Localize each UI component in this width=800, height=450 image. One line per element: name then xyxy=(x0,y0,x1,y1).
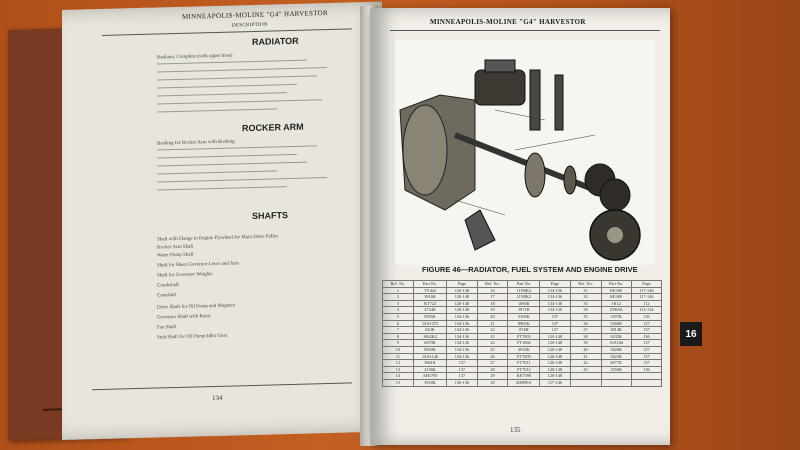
table-cell: 4 xyxy=(383,307,414,314)
table-cell: 4136K xyxy=(413,366,446,373)
table-cell: 1K12 xyxy=(601,300,631,307)
table-cell: 19 xyxy=(477,307,508,314)
text-line xyxy=(157,154,297,159)
header-cell: Ref. No. xyxy=(477,281,508,288)
table-cell xyxy=(601,379,631,386)
table-cell: 5390K xyxy=(508,313,540,320)
header-cell: Page xyxy=(540,281,570,288)
table-cell: 27 xyxy=(477,360,508,367)
table-cell: 3357K xyxy=(601,313,631,320)
table-cell: 1SA166 xyxy=(601,340,631,347)
table-cell: 35 xyxy=(570,313,601,320)
text-line xyxy=(157,170,277,174)
pulley-hub xyxy=(607,227,623,243)
table-cell: 134-136 xyxy=(540,300,570,307)
text-line xyxy=(157,67,327,72)
table-body xyxy=(383,287,662,386)
table-cell: 134-136 xyxy=(540,287,570,294)
table-cell: 137 xyxy=(447,366,477,373)
figure-caption: FIGURE 46—RADIATOR, FUEL SYSTEM AND ENGINE DRIVE xyxy=(422,265,638,274)
table-header-row xyxy=(383,281,662,288)
table-row xyxy=(383,287,662,294)
line-6: Shaft for Sheet Governor Lever and Arm xyxy=(157,261,239,269)
table-cell: 134-136 xyxy=(447,340,477,347)
table-cell: 6077K xyxy=(601,360,631,367)
table-cell: 42 xyxy=(570,360,601,367)
table-cell: 137 xyxy=(447,373,477,380)
line-8: Crankshaft xyxy=(157,282,179,289)
table-cell: 3861K xyxy=(413,360,446,367)
exhaust-pipe xyxy=(555,75,563,130)
table-cell: 134-136 xyxy=(447,320,477,327)
text-line xyxy=(157,145,317,150)
table-cell: 43 xyxy=(570,366,601,373)
table-cell: 117-146 xyxy=(540,379,570,386)
table-cell: 38 xyxy=(570,333,601,340)
table-cell: 8965K xyxy=(508,320,540,327)
table-cell: 134-136 xyxy=(447,353,477,360)
table-cell: 30 xyxy=(477,379,508,386)
table-cell: 120-148 xyxy=(540,353,570,360)
text-line xyxy=(157,186,287,190)
pulley-small xyxy=(525,153,545,197)
table-cell: 33 xyxy=(570,300,601,307)
table-cell: 8 xyxy=(383,333,414,340)
table-cell: 9 xyxy=(383,340,414,347)
text-line xyxy=(157,75,317,80)
line-10: Drive Shaft for Oil Pump and Magneto xyxy=(157,303,236,311)
table-cell: 22 xyxy=(477,327,508,334)
section-tab: 16 xyxy=(680,322,702,346)
table-cell: 14 xyxy=(383,373,414,380)
text-line xyxy=(157,108,277,112)
section-rocker-arm: ROCKER ARM xyxy=(242,121,304,134)
table-row xyxy=(383,320,662,327)
table-cell: 112-124 xyxy=(631,307,661,314)
table-cell: 120-148 xyxy=(447,300,477,307)
text-line xyxy=(157,177,327,182)
table-cell: 137 xyxy=(631,360,661,367)
header-rule xyxy=(390,30,660,31)
table-row xyxy=(383,360,662,367)
header-cell: Ref. No. xyxy=(570,281,601,288)
table-row xyxy=(383,327,662,334)
table-cell: 137 xyxy=(540,327,570,334)
table-cell: 120-148 xyxy=(540,340,570,347)
table-cell: 32 xyxy=(570,294,601,301)
engine-drive-illustration xyxy=(395,40,655,265)
table-cell: 1 xyxy=(383,287,414,294)
table-cell: 3360K xyxy=(601,320,631,327)
table-cell: 874H xyxy=(508,327,540,334)
line-1: Radiator, Complete (with upper hose) xyxy=(157,53,233,61)
table-cell: 120-148 xyxy=(540,366,570,373)
line-7: Shaft for Governor Weights xyxy=(157,272,213,279)
table-cell: 1SA1146 xyxy=(413,353,446,360)
table-row xyxy=(383,333,662,340)
table-row xyxy=(383,300,662,307)
table-cell xyxy=(570,379,601,386)
table-cell: KE7590 xyxy=(508,373,540,380)
table-cell: 11N8K2 xyxy=(508,294,540,301)
header-cell: Part No. xyxy=(508,281,540,288)
table-cell: 9935K xyxy=(413,313,446,320)
table-row xyxy=(383,353,662,360)
table-cell: 117-146 xyxy=(631,287,661,294)
table-cell: 1SA1372 xyxy=(413,320,446,327)
table-cell: 2TK8A xyxy=(601,307,631,314)
table-cell: 23 xyxy=(477,333,508,340)
table-cell: 137 xyxy=(540,320,570,327)
table-cell: 120-148 xyxy=(447,307,477,314)
table-cell: 3823K xyxy=(601,353,631,360)
table-cell: 6 xyxy=(383,320,414,327)
table-cell: 137 xyxy=(631,327,661,334)
table-cell: TY442 xyxy=(413,287,446,294)
table-cell: 15 xyxy=(383,379,414,386)
text-line xyxy=(157,99,322,104)
table-cell: FT7011 xyxy=(508,360,540,367)
line-4: Rocker Arm Shaft xyxy=(157,244,194,251)
table-cell xyxy=(631,373,661,380)
table-cell: 117-146 xyxy=(631,294,661,301)
header-cell: Ref. No. xyxy=(383,281,414,288)
table-cell: 134-136 xyxy=(540,294,570,301)
table-cell: 120-148 xyxy=(540,373,570,380)
fan-shroud xyxy=(403,105,447,195)
table-cell: KE899A xyxy=(508,379,540,386)
table-cell: 37 xyxy=(570,327,601,334)
line-12: Fan Shaft xyxy=(157,325,177,331)
table-row xyxy=(383,366,662,373)
text-line xyxy=(157,84,297,89)
table-cell: 9235K xyxy=(601,333,631,340)
header-cell: Part No. xyxy=(413,281,446,288)
table-cell: 1066K xyxy=(508,300,540,307)
table-cell: 120-148 xyxy=(540,346,570,353)
table-row xyxy=(383,313,662,320)
table-cell xyxy=(631,379,661,386)
table-cell: FT1666 xyxy=(508,340,540,347)
description-column-header: DESCRIPTION xyxy=(232,22,268,29)
fuel-tank xyxy=(475,70,525,105)
table-cell: 137 xyxy=(631,346,661,353)
bottom-rule xyxy=(92,382,352,390)
table-cell: 40 xyxy=(570,346,601,353)
table-cell: 120-148 xyxy=(540,360,570,367)
table-cell: AH1795 xyxy=(413,373,446,380)
table-cell: 134-136 xyxy=(447,346,477,353)
line-9: Camshaft xyxy=(157,293,177,299)
table-cell: 24 xyxy=(477,340,508,347)
table-row xyxy=(383,373,662,380)
table-cell: 2 xyxy=(383,294,414,301)
table-cell: 16 xyxy=(477,287,508,294)
table-cell: 34 xyxy=(570,307,601,314)
line-5: Water Pump Shaft xyxy=(157,252,194,259)
table-cell: 136 xyxy=(631,333,661,340)
table-row xyxy=(383,294,662,301)
table-cell: 120-148 xyxy=(540,333,570,340)
table-cell: 3862K2 xyxy=(413,333,446,340)
table-cell: 4734K xyxy=(413,307,446,314)
line-2: Bushing for Rocker Arm with Bushing xyxy=(157,139,235,147)
text-line xyxy=(157,162,307,167)
table-cell: 13 xyxy=(383,366,414,373)
table-cell: 3935K xyxy=(508,346,540,353)
table-cell: 134-136 xyxy=(447,313,477,320)
table-cell: 137 xyxy=(631,353,661,360)
text-line xyxy=(157,60,307,65)
table-cell: 7 xyxy=(383,327,414,334)
header-cell: Page xyxy=(631,281,661,288)
table-cell: 137 xyxy=(447,360,477,367)
table-cell: 11N6K2 xyxy=(508,287,540,294)
parts-table xyxy=(382,280,662,387)
table-cell: 29 xyxy=(477,373,508,380)
table-cell: FT7009 xyxy=(508,353,540,360)
table-cell: 136 xyxy=(631,366,661,373)
table-cell: 3814K xyxy=(601,327,631,334)
header-cell: Part No. xyxy=(601,281,631,288)
table-cell: 3356K xyxy=(601,366,631,373)
table-cell: FT7003 xyxy=(508,333,540,340)
table-cell: 120-148 xyxy=(447,294,477,301)
left-page-number: 134 xyxy=(212,393,223,403)
table-cell: KE400 xyxy=(601,294,631,301)
line-3: Shaft with Flange in Engine Flywheel for Main Drive Pulley xyxy=(157,234,279,243)
table-cell: 39 xyxy=(570,340,601,347)
table-cell: 10 xyxy=(383,346,414,353)
table-cell: 3918K xyxy=(413,379,446,386)
table-cell: 41 xyxy=(570,353,601,360)
table-cell: 11 xyxy=(383,353,414,360)
table-cell: 17 xyxy=(477,294,508,301)
left-page-header: MINNEAPOLIS-MOLINE "G4" HARVESTOR xyxy=(182,9,328,21)
line-11: Governor Shaft with Rotor xyxy=(157,314,211,321)
header-cell: Page xyxy=(447,281,477,288)
section-radiator: RADIATOR xyxy=(252,35,299,48)
section-shafts: SHAFTS xyxy=(252,210,288,222)
table-row xyxy=(383,379,662,386)
line-13: Stub Shaft for Oil Pump Idler Gear xyxy=(157,333,228,341)
rule xyxy=(102,28,352,36)
table-cell: 31 xyxy=(570,287,601,294)
table-cell: 134-136 xyxy=(447,333,477,340)
table-cell: 12 xyxy=(383,360,414,367)
table-cell: 1071K xyxy=(508,307,540,314)
bracket xyxy=(465,210,495,250)
left-page xyxy=(62,2,382,440)
belt-roll-2 xyxy=(600,179,630,211)
table-cell: 20 xyxy=(477,313,508,320)
table-cell: 6670K xyxy=(413,340,446,347)
table-cell xyxy=(570,373,601,380)
table-cell: 134-136 xyxy=(540,307,570,314)
table-cell: 18 xyxy=(477,300,508,307)
table-cell: FT7012 xyxy=(508,366,540,373)
table-cell: 137 xyxy=(540,313,570,320)
table-cell xyxy=(601,373,631,380)
exploded-parts-diagram xyxy=(395,40,655,265)
right-page-number: 135 xyxy=(510,426,521,434)
table-row xyxy=(383,340,662,347)
table-cell: 134-136 xyxy=(447,327,477,334)
table-cell: 3916K xyxy=(413,294,446,301)
table-cell: 26 xyxy=(477,353,508,360)
table-cell: 3 xyxy=(383,300,414,307)
text-line xyxy=(157,92,287,96)
table-cell: KT722 xyxy=(413,300,446,307)
right-page-header: MINNEAPOLIS-MOLINE "G4" HARVESTOR xyxy=(430,18,586,26)
table-cell: 28 xyxy=(477,366,508,373)
table-cell: 112 xyxy=(631,300,661,307)
tank-cap xyxy=(485,60,515,72)
table-cell: 136-136 xyxy=(447,379,477,386)
table-cell: 8929K xyxy=(413,346,446,353)
table-cell: 5 xyxy=(383,313,414,320)
pulley-tiny xyxy=(564,166,576,194)
table-cell: 21 xyxy=(477,320,508,327)
table-cell: 137 xyxy=(631,320,661,327)
table-cell: KE396 xyxy=(601,287,631,294)
table-row xyxy=(383,307,662,314)
muffler xyxy=(530,70,540,130)
table-cell: 36 xyxy=(570,320,601,327)
callout-line xyxy=(515,135,595,150)
table-row xyxy=(383,346,662,353)
table-cell: 136 xyxy=(631,313,661,320)
table-cell: 137 xyxy=(631,340,661,347)
table-cell: 3820K xyxy=(601,346,631,353)
table-cell: 25 xyxy=(477,346,508,353)
table-cell: 843K xyxy=(413,327,446,334)
table-cell: 120-148 xyxy=(447,287,477,294)
